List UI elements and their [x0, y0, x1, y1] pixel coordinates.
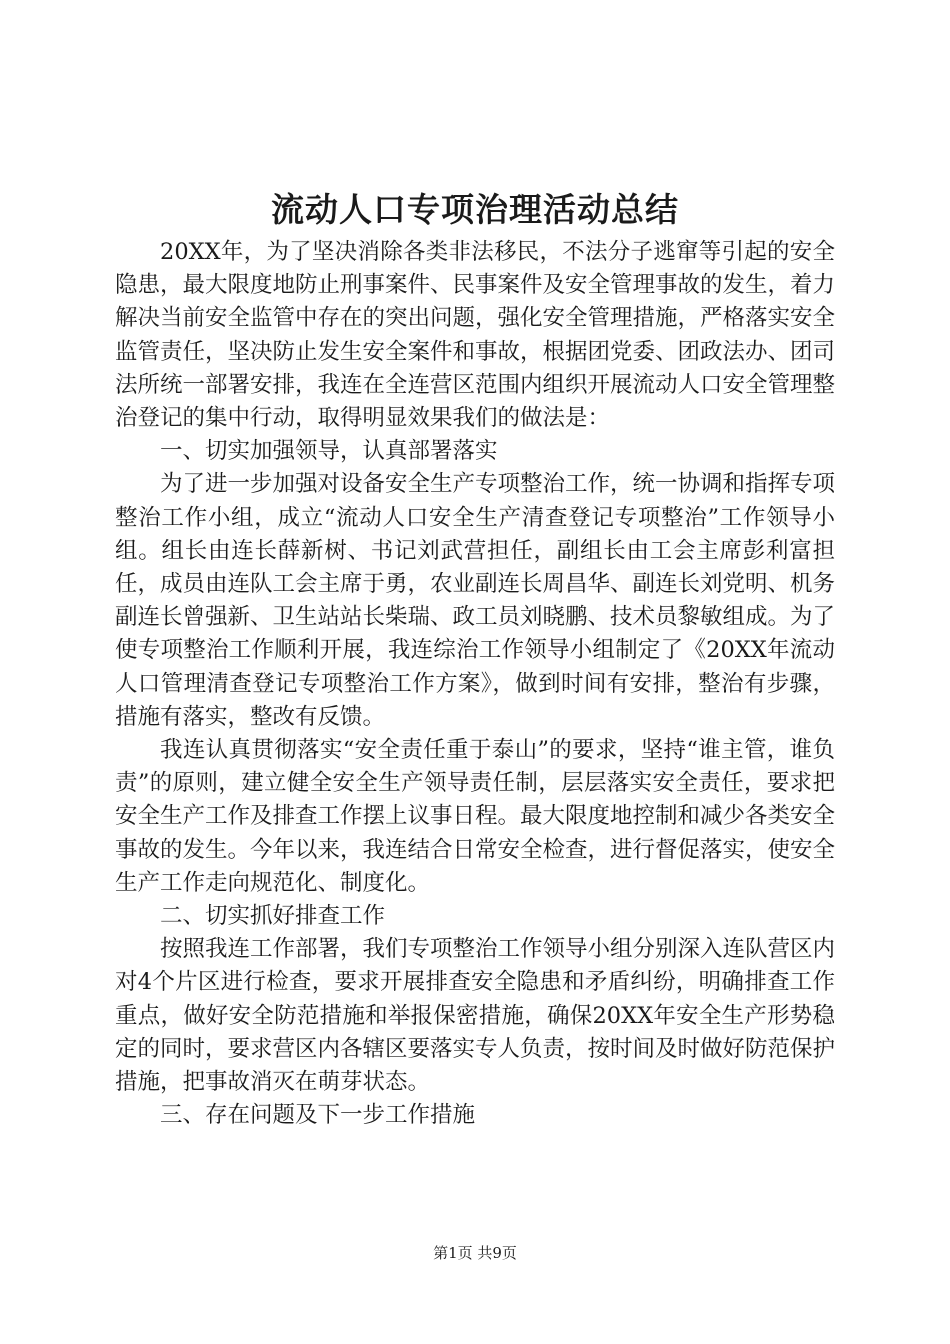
document-title: 流动人口专项治理活动总结: [271, 190, 679, 229]
intro-paragraph: 20XX年，为了坚决消除各类非法移民，不法分子逃窜等引起的安全隐患，最大限度地防止刑事案件、民事案件及安全管理事故的发生，着力解决当前安全监管中存在的突出问题，强化安全管理措施，严格落实安全监管责任，坚决防止发生安全案件和事故，根据团党委、团政法办、团司法所统一部署安排，我连在全连营区范围内组织开展流动人口安全管理整治登记的集中行动，取得明显效果我们的做法是：: [115, 239, 836, 432]
section-heading-1: 一、切实加强领导，认真部署落实: [160, 438, 498, 465]
body-paragraph: 为了进一步加强对设备安全生产专项整治工作，统一协调和指挥专项整治工作小组，成立“流动人口安全生产清查登记专项整治”工作领导小组。组长由连长薛新树、书记刘武营担任，副组长由工会主席彭利富担任，成员由连队工会主席于勇，农业副连长周昌华、副连长刘党明、机务副连长曾强新、卫生站站长柴瑞、政工员刘晓鹏、技术员黎敏组成。为了使专项整治工作顺利开展，我连综治工作领导小组制定了《20XX年流动人口管理清查登记专项整治工作方案》，做到时间有安排，整治有步骤，措施有落实，整改有反馈。: [115, 471, 836, 730]
document-body: [115, 236, 835, 1132]
section-heading-3: 三、存在问题及下一步工作措施: [160, 1102, 476, 1129]
page-footer: 第1页 共9页: [433, 1244, 517, 1262]
section-heading-2: 二、切实抓好排查工作: [160, 903, 386, 930]
body-paragraph: 我连认真贯彻落实“安全责任重于泰山”的要求，坚持“谁主管，谁负责”的原则，建立健全安全生产领导责任制，层层落实安全责任，要求把安全生产工作及排查工作摆上议事日程。最大限度地控制和减少各类安全事故的发生。今年以来，我连结合日常安全检查，进行督促落实，使安全生产工作走向规范化、制度化。: [115, 737, 836, 896]
body-paragraph: 按照我连工作部署，我们专项整治工作领导小组分别深入连队营区内对4个片区进行检查，要求开展排查安全隐患和矛盾纠纷，明确排查工作重点，做好安全防范措施和举报保密措施，确保20XX年安全生产形势稳定的同时，要求营区内各辖区要落实专人负责，按时间及时做好防范保护措施，把事故消灭在萌芽状态。: [115, 936, 836, 1096]
